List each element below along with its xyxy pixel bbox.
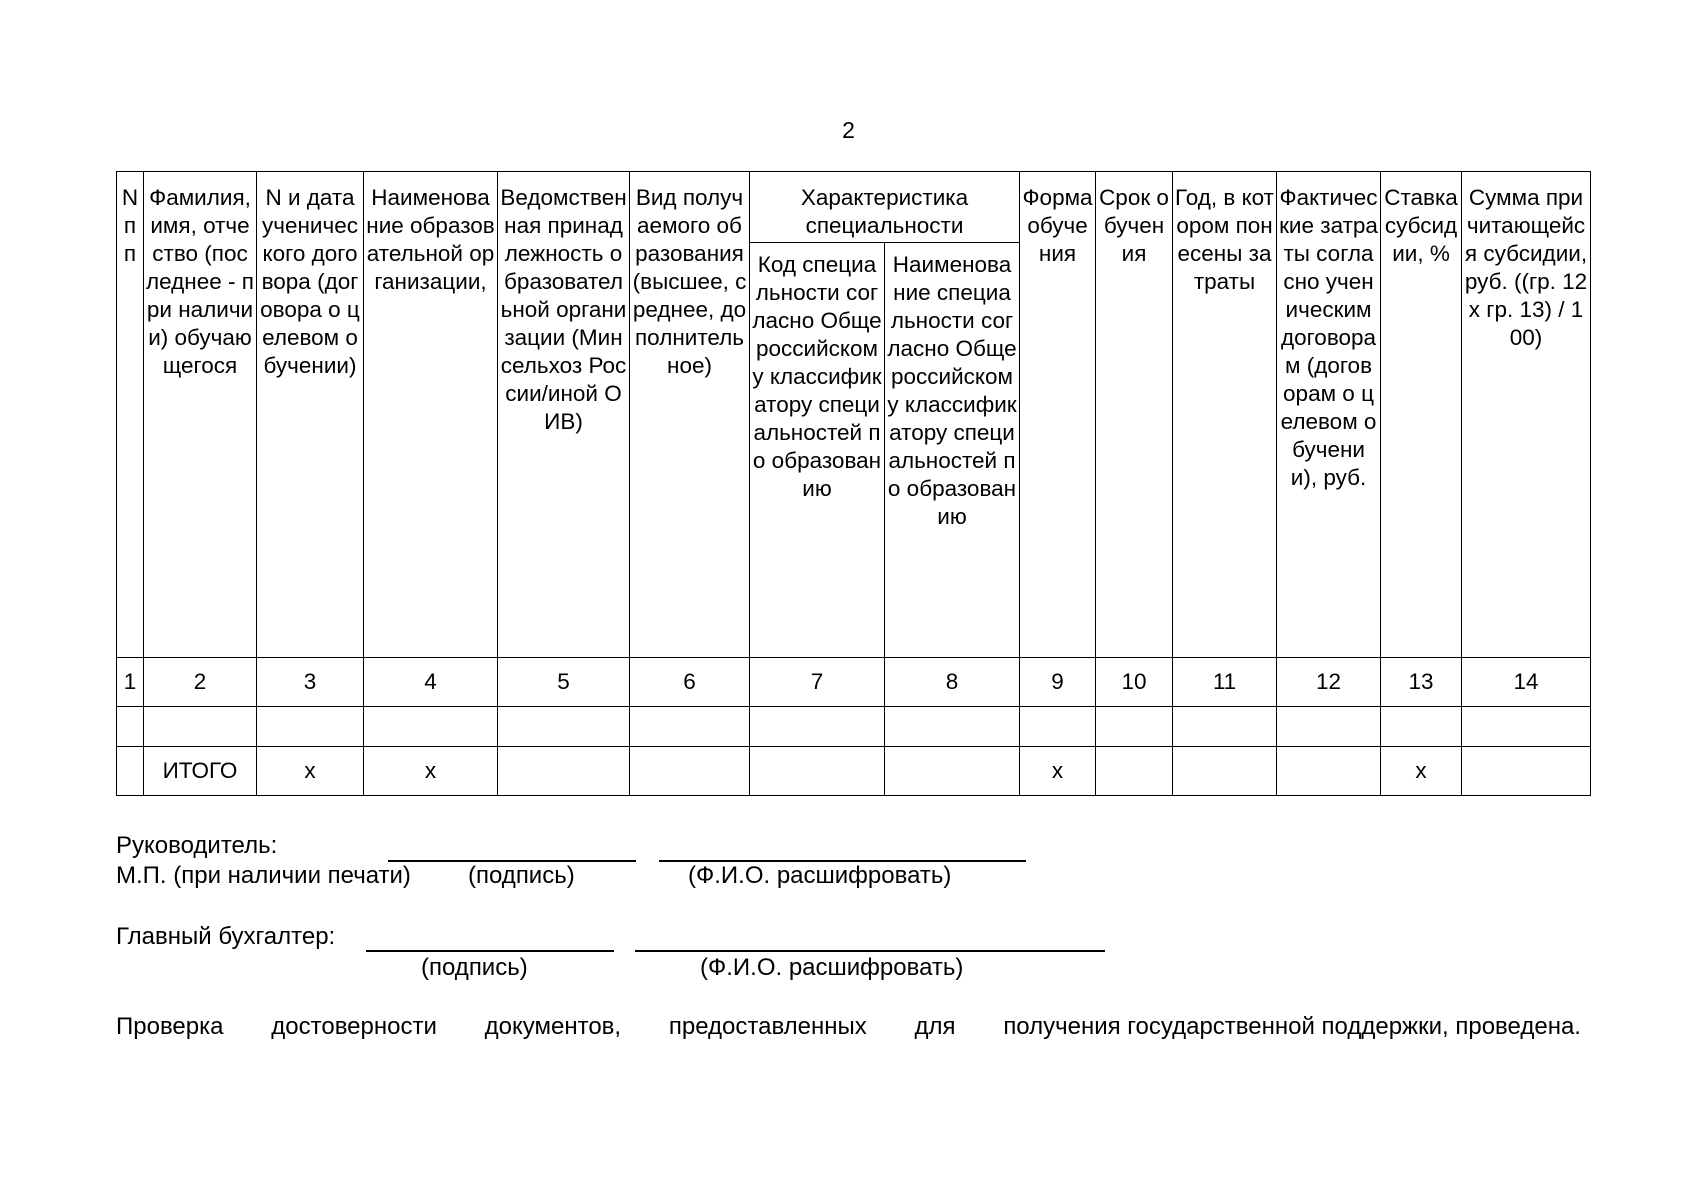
table-cell[interactable] [1096, 707, 1173, 747]
column-number: 14 [1462, 658, 1591, 707]
table-cell[interactable] [1277, 707, 1381, 747]
column-number: 4 [364, 658, 498, 707]
header-specialty-code: Код специальности согласно Общероссийскому классификатору специальностей по образованию [750, 243, 885, 658]
column-number: 11 [1173, 658, 1277, 707]
header-education-type: Вид получаемого образования (высшее, среднее, дополнительное) [630, 172, 750, 658]
table-cell[interactable] [498, 707, 630, 747]
verification-word: Проверка [116, 1013, 224, 1040]
header-row-number: N п п [117, 172, 144, 658]
table-cell[interactable] [257, 707, 364, 747]
verification-statement [116, 1012, 1581, 1042]
verification-word: предоставленных [668, 1013, 867, 1040]
total-row [117, 747, 1591, 796]
verification-word: получения государственной поддержки, проведена. [1003, 1013, 1581, 1040]
total-cell [117, 747, 144, 796]
column-number: 3 [257, 658, 364, 707]
total-cell: x [1381, 747, 1462, 796]
head-label: Руководитель: [116, 832, 278, 859]
verification-word: достоверности [271, 1013, 437, 1040]
total-cell[interactable] [1173, 747, 1277, 796]
table-cell[interactable] [750, 707, 885, 747]
table-cell[interactable] [885, 707, 1020, 747]
column-numbers-row [117, 658, 1591, 707]
header-study-term: Срок обучения [1096, 172, 1173, 658]
empty-data-row [117, 707, 1591, 747]
column-number: 1 [117, 658, 144, 707]
column-number: 12 [1277, 658, 1381, 707]
verification-word: документов, [484, 1013, 622, 1040]
total-cell[interactable] [885, 747, 1020, 796]
column-number: 8 [885, 658, 1020, 707]
total-cell[interactable] [630, 747, 750, 796]
table-cell[interactable] [630, 707, 750, 747]
stamp-label: М.П. (при наличии печати) [116, 862, 411, 889]
verification-word: для [914, 1013, 956, 1040]
column-number: 2 [144, 658, 257, 707]
total-cell[interactable] [1096, 747, 1173, 796]
header-organization: Наименование образовательной организации, [364, 172, 498, 658]
page-number: 2 [842, 117, 855, 143]
total-cell[interactable] [498, 747, 630, 796]
total-cell: x [1020, 747, 1096, 796]
column-number: 10 [1096, 658, 1173, 707]
header-specialty-name: Наименование специальности согласно Общероссийскому классификатору специальностей по образованию [885, 243, 1020, 658]
total-cell[interactable] [1462, 747, 1591, 796]
header-subsidy-rate: Ставка субсидии, % [1381, 172, 1462, 658]
table-cell[interactable] [144, 707, 257, 747]
column-number: 7 [750, 658, 885, 707]
header-cost-year: Год, в котором понесены затраты [1173, 172, 1277, 658]
head-name-caption: (Ф.И.О. расшифровать) [688, 862, 952, 889]
total-label: ИТОГО [144, 747, 257, 796]
table-cell[interactable] [1173, 707, 1277, 747]
accountant-label: Главный бухгалтер: [116, 923, 336, 950]
column-number: 9 [1020, 658, 1096, 707]
head-signature-caption: (подпись) [468, 862, 575, 889]
header-subsidy-amount: Сумма причитающейся субсидии, руб. ((гр. 12 x гр. 13) / 100) [1462, 172, 1591, 658]
table-cell[interactable] [1381, 707, 1462, 747]
header-contract: N и дата ученического договора (договора о целевом обучении) [257, 172, 364, 658]
column-number: 5 [498, 658, 630, 707]
subsidy-table [116, 171, 1591, 796]
table-cell[interactable] [117, 707, 144, 747]
column-number: 6 [630, 658, 750, 707]
total-cell: x [364, 747, 498, 796]
total-cell[interactable] [750, 747, 885, 796]
header-specialty-group: Характеристика специальности [750, 172, 1020, 243]
accountant-signature-caption: (подпись) [421, 954, 528, 981]
table-cell[interactable] [1462, 707, 1591, 747]
table-cell[interactable] [364, 707, 498, 747]
header-affiliation: Ведомственная принадлежность образовательной организации (Минсельхоз России/иной ОИВ) [498, 172, 630, 658]
accountant-name-line[interactable] [635, 950, 1105, 952]
header-study-form: Форма обучения [1020, 172, 1096, 658]
accountant-name-caption: (Ф.И.О. расшифровать) [700, 954, 964, 981]
total-cell: x [257, 747, 364, 796]
header-full-name: Фамилия, имя, отчество (последнее - при наличии) обучающегося [144, 172, 257, 658]
table-cell[interactable] [1020, 707, 1096, 747]
accountant-signature-line[interactable] [366, 950, 614, 952]
column-number: 13 [1381, 658, 1462, 707]
header-actual-costs: Фактические затраты согласно ученическим договорам (договорам о целевом обучении), руб. [1277, 172, 1381, 658]
total-cell[interactable] [1277, 747, 1381, 796]
